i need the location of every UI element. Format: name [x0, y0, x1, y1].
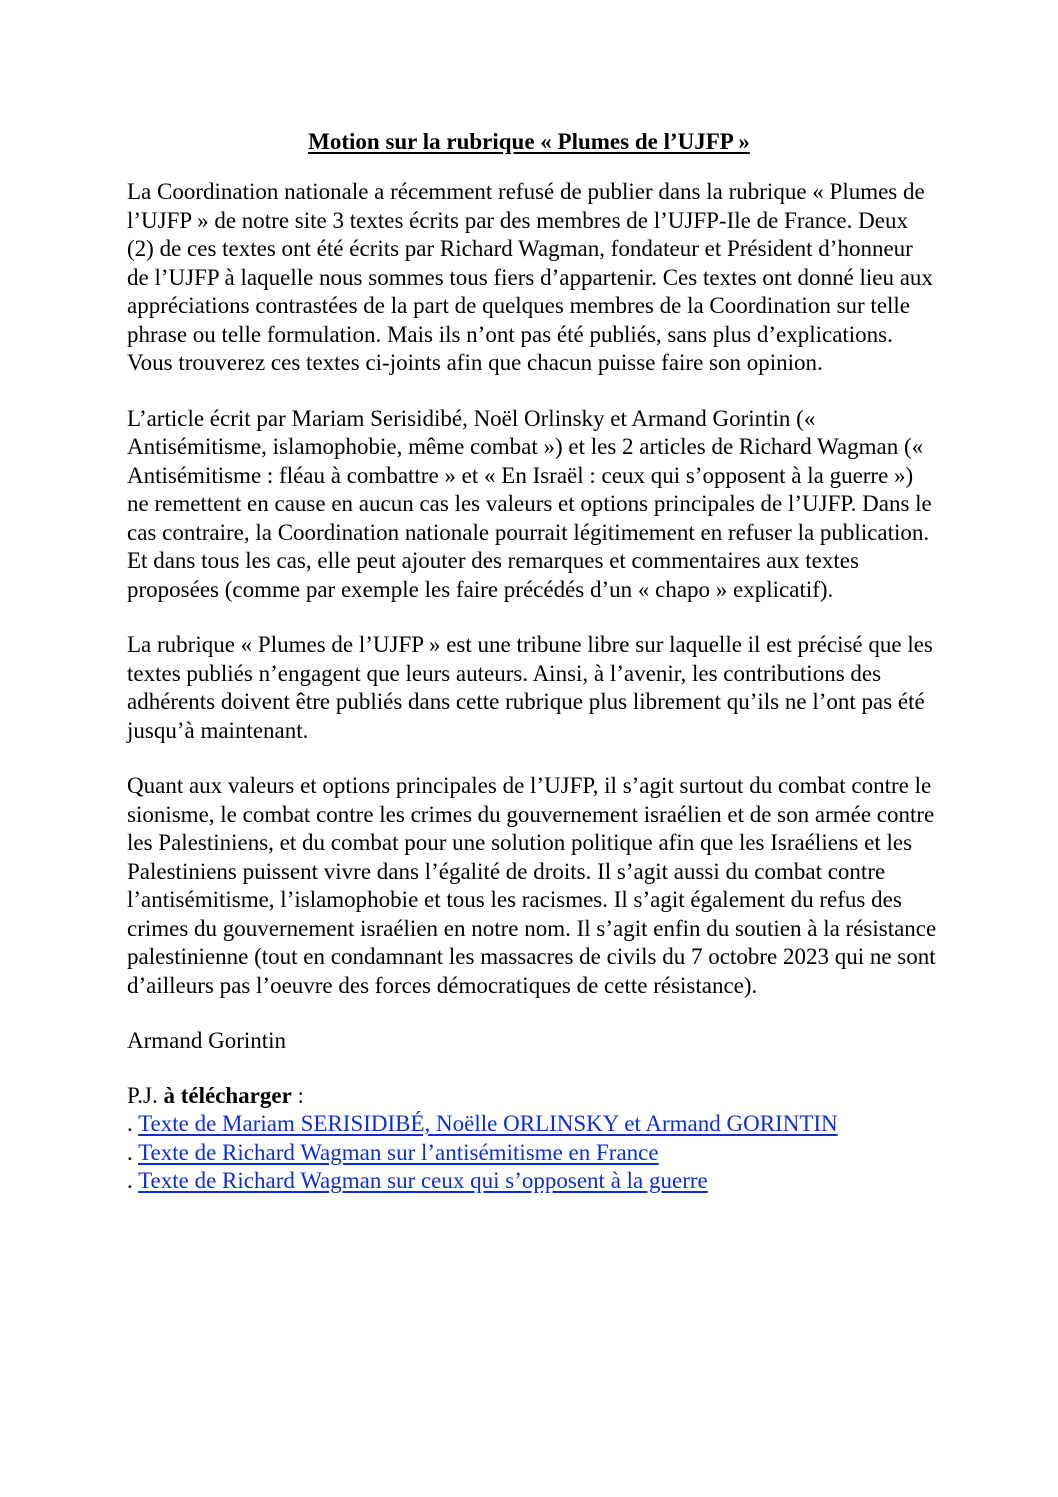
attachments-prefix: P.J.: [127, 1082, 158, 1108]
signature: Armand Gorintin: [127, 1028, 287, 1053]
attachment-bullet: .: [127, 1139, 133, 1165]
attachment-bullet: .: [127, 1168, 133, 1193]
attachment-link-serisidibe-orlinsky-gorintin[interactable]: Texte de Mariam SERISIDIBÉ, Noëlle ORLINSKY et Armand GORINTIN: [138, 1111, 838, 1136]
attachment-item: [127, 1139, 937, 1168]
attachment-bullet: .: [127, 1111, 133, 1136]
attachments-suffix: :: [291, 1082, 304, 1108]
attachments-label: à télécharger: [163, 1082, 292, 1108]
attachment-link-wagman-opposants-guerre[interactable]: Texte de Richard Wagman sur ceux qui s’opposent à la guerre: [138, 1168, 708, 1193]
document-title: Motion sur la rubrique « Plumes de l’UJFP »: [308, 129, 750, 154]
attachments-section: [127, 1082, 937, 1196]
paragraph-3: La rubrique « Plumes de l’UJFP » est une tribune libre sur laquelle il est précisé que les textes publiés n’engagent que leurs auteurs. Ainsi, à l’avenir, les contributions des adhérents doivent être publiés dans cette rubrique plus librement qu’ils ne l’ont pas été jusqu’à maintenant.: [127, 632, 933, 743]
paragraph-2: L’article écrit par Mariam Serisidibé, Noël Orlinsky et Armand Gorintin (« Antisémitisme, islamophobie, même combat ») et les 2 articles de Richard Wagman (« Antisémitisme : fléau à combattre » et « En Israël : ceux qui s’opposent à la guerre ») ne remettent en cause en aucun cas les valeurs et options principales de l’UJFP. Dans le cas contraire, la Coordination nationale pourrait légitimement en refuser la publication. Et dans tous les cas, elle peut ajouter des remarques et commentaires aux textes proposées (comme par exemple les faire précédés d’un « chapo » explicatif).: [127, 405, 932, 602]
attachment-item: [127, 1110, 937, 1139]
attachments-heading: [127, 1082, 937, 1111]
attachment-item: [127, 1167, 937, 1196]
attachment-link-wagman-antisemitisme[interactable]: Texte de Richard Wagman sur l’antisémitisme en France: [138, 1139, 659, 1165]
paragraph-4: Quant aux valeurs et options principales de l’UJFP, il s’agit surtout du combat contre le sionisme, le combat contre les crimes du gouvernement israélien et de son armée contre les Palestiniens, et du combat pour une solution politique afin que les Israéliens et les Palestiniens puissent vivre dans l’égalité de droits. Il s’agit aussi du combat contre l’antisémitisme, l’islamophobie et tous les racismes. Il s’agit également du refus des crimes du gouvernement israélien en notre nom. Il s’agit enfin du soutien à la résistance palestinienne (tout en condamnant les massacres de civils du 7 octobre 2023 qui ne sont d’ailleurs pas l’oeuvre des forces démocratiques de cette résistance).: [127, 773, 937, 998]
document-body: [127, 178, 937, 1196]
paragraph-1: La Coordination nationale a récemment refusé de publier dans la rubrique « Plumes de l’UJFP » de notre site 3 textes écrits par des membres de l’UJFP-Ile de France. Deux (2) de ces textes ont été écrits par Richard Wagman, fondateur et Président d’honneur de l’UJFP à laquelle nous sommes tous fiers d’appartenir. Ces textes ont donné lieu aux appréciations contrastées de la part de quelques membres de la Coordination sur telle phrase ou telle formulation. Mais ils n’ont pas été publiés, sans plus d’explications. Vous trouverez ces textes ci-joints afin que chacun puisse faire son opinion.: [127, 179, 933, 375]
